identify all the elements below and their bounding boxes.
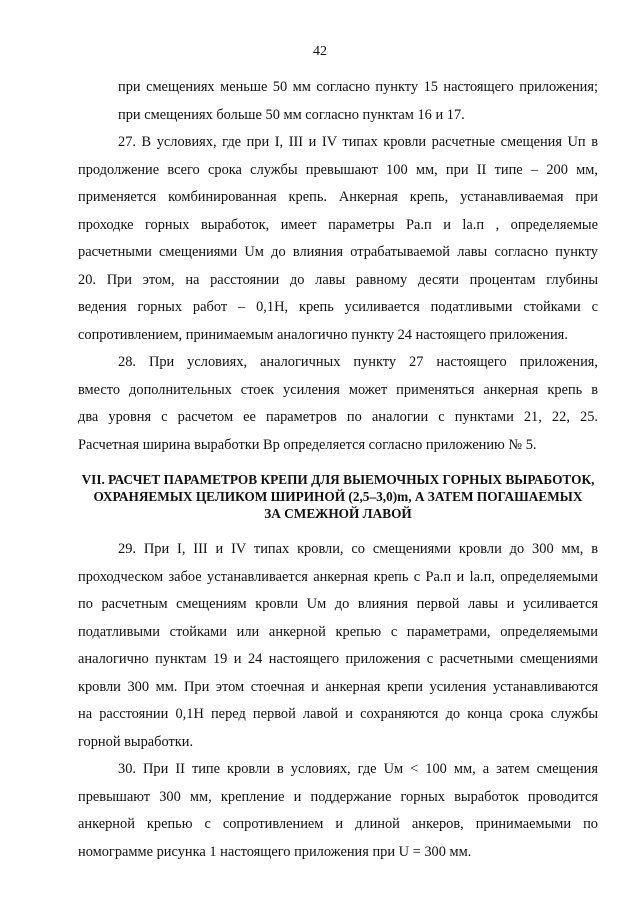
text-line: податливыми стойками или анкерной крепью с параметрами, определяемыми bbox=[78, 623, 598, 640]
paragraph bbox=[78, 74, 598, 129]
text-line: превышают 300 мм, крепление и поддержание горных выработок проводится bbox=[78, 788, 598, 805]
text-line: 27. В условиях, где при I, III и IV типах кровли расчетные смещения Uп в bbox=[118, 134, 598, 150]
heading-line: ОХРАНЯЕМЫХ ЦЕЛИКОМ ШИРИНОЙ (2,5–3,0)m, А ЗАТЕМ ПОГАШАЕМЫХ bbox=[93, 489, 583, 504]
text-line: продолжение всего срока службы превышают 100 мм, при II типе – 200 мм, bbox=[78, 161, 598, 178]
paragraph bbox=[78, 349, 598, 459]
document-body bbox=[78, 74, 598, 866]
section-heading bbox=[78, 471, 598, 522]
text-line: проходке горных выработок, имеет параметры Pа.п и lа.п , определяемые bbox=[78, 216, 598, 233]
text-line: при смещениях больше 50 мм согласно пунктам 16 и 17. bbox=[118, 106, 465, 123]
text-line: по расчетным смещениям кровли Uм до влияния первой лавы и усиливается bbox=[78, 596, 598, 612]
text-line: расчетными смещениями Uм до влияния отрабатываемой лавы согласно пункту bbox=[78, 244, 598, 260]
text-line: сопротивлением, принимаемым аналогично пункту 24 настоящего приложения. bbox=[78, 326, 568, 343]
text-line: при смещениях меньше 50 мм согласно пункту 15 настоящего приложения; bbox=[118, 79, 598, 95]
heading-line: VII. РАСЧЕТ ПАРАМЕТРОВ КРЕПИ ДЛЯ ВЫЕМОЧНЫХ ГОРНЫХ ВЫРАБОТОК, bbox=[81, 472, 595, 487]
text-line: анкерной крепью с сопротивлением и длиной анкеров, принимаемыми по bbox=[78, 816, 598, 832]
text-line: применяется комбинированная крепь. Анкерная крепь, устанавливаемая при bbox=[78, 189, 598, 205]
text-line: 28. При условиях, аналогичных пункту 27 настоящего приложения, bbox=[118, 354, 598, 370]
text-line: проходческом забое устанавливается анкерная крепь с Pа.п и lа.п, определяемыми bbox=[78, 568, 598, 585]
page-number: 42 bbox=[313, 44, 327, 59]
text-line: кровли 300 мм. При этом стоечная и анкерная крепи усиления устанавливаются bbox=[78, 678, 598, 695]
paragraph bbox=[78, 129, 598, 349]
text-line: 30. При II типе кровли в условиях, где Uм < 100 мм, а затем смещения bbox=[118, 761, 598, 777]
text-line: аналогично пунктам 19 и 24 настоящего приложения с расчетными смещениями bbox=[78, 651, 598, 667]
text-line: вместо дополнительных стоек усиления может применяться анкерная крепь в bbox=[78, 381, 598, 398]
text-line: ведения горных работ – 0,1H, крепь усиливается податливыми стойками с bbox=[78, 299, 598, 315]
paragraph bbox=[78, 756, 598, 866]
text-line: Расчетная ширина выработки Bр определяется согласно приложению № 5. bbox=[78, 436, 537, 453]
text-line: два уровня с расчетом ее параметров по аналогии с пунктами 21, 22, 25. bbox=[78, 409, 598, 425]
text-line: горной выработки. bbox=[78, 733, 194, 750]
text-line: 29. При I, III и IV типах кровли, со смещениями кровли до 300 мм, в bbox=[118, 541, 598, 557]
heading-line: ЗА СМЕЖНОЙ ЛАВОЙ bbox=[264, 506, 412, 521]
text-line: 20. При этом, на расстоянии до лавы равному десяти процентам глубины bbox=[78, 271, 598, 288]
text-line: номограмме рисунка 1 настоящего приложения при U = 300 мм. bbox=[78, 843, 472, 860]
text-line: на расстоянии 0,1H перед первой лавой и сохраняются до конца срока службы bbox=[78, 706, 598, 722]
paragraph bbox=[78, 536, 598, 756]
